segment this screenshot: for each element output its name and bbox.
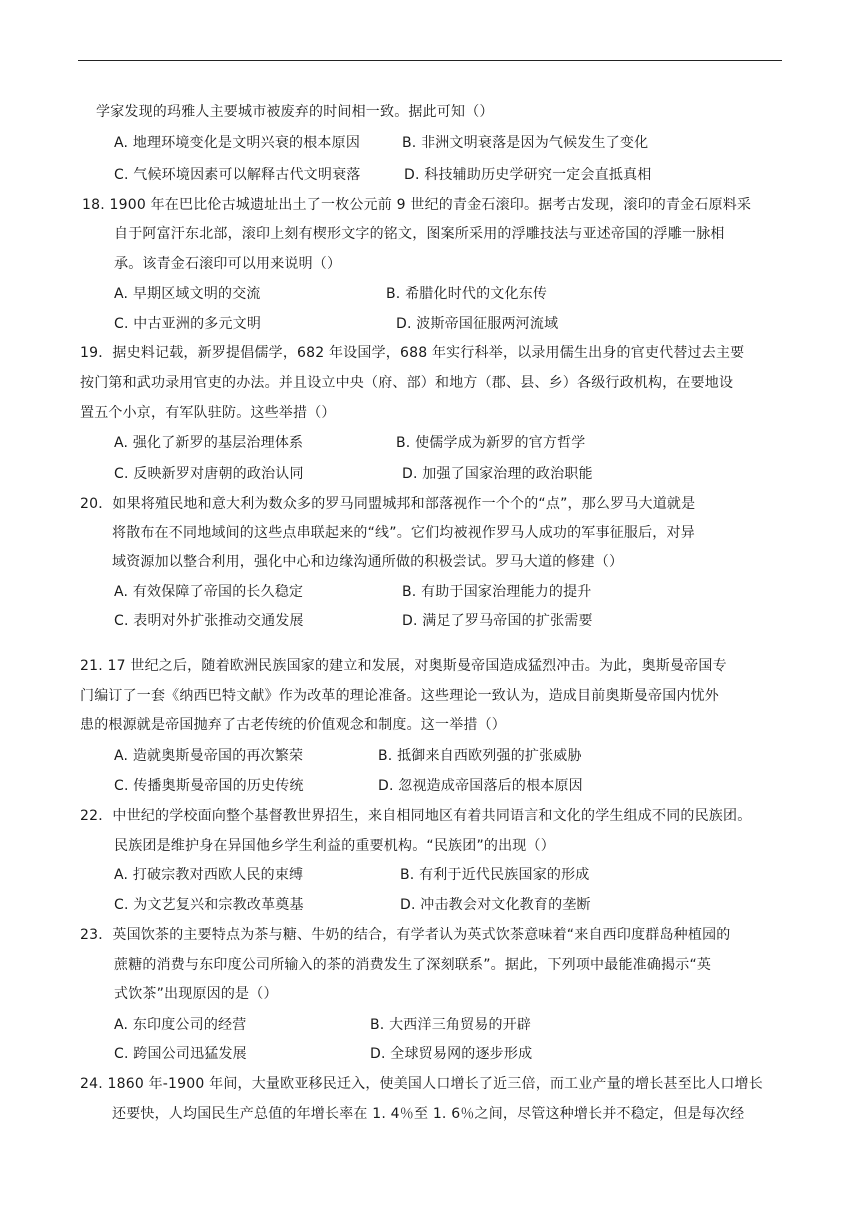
question-17-option-c: C. 气候环境因素可以解释古代文明衰落 xyxy=(114,167,361,183)
question-17-option-a: A. 地理环境变化是文明兴衰的根本原因 xyxy=(114,135,361,151)
question-24-stem-line: 24. 1860 年-1900 年间，大量欧亚移民迁入，使美国人口增长了近三倍，而工业产量的增长甚至比人口增长 xyxy=(80,1076,763,1092)
question-18-stem-line: 承。该青金石滚印可以用来说明（） xyxy=(114,256,342,272)
question-19-stem-line: 19．据史料记载，新罗提倡儒学，682 年设国学，688 年实行科举，以录用儒生出身的官吏代替过去主要 xyxy=(80,345,745,361)
question-17-option-d: D. 科技辅助历史学研究一定会直抵真相 xyxy=(404,167,652,183)
question-20-stem-line: 20．如果将殖民地和意大利为数众多的罗马同盟城邦和部落视作一个个的“点”，那么罗马大道就是 xyxy=(80,496,696,512)
question-18-option-d: D. 波斯帝国征服两河流域 xyxy=(396,316,559,332)
question-21-option-b: B. 抵御来自西欧列强的扩张威胁 xyxy=(378,748,582,764)
question-17-stem-line: 学家发现的玛雅人主要城市被废弃的时间相一致。据此可知（） xyxy=(96,104,494,120)
question-19-option-a: A. 强化了新罗的基层治理体系 xyxy=(114,435,304,451)
question-21-option-c: C. 传播奥斯曼帝国的历史传统 xyxy=(114,778,304,794)
question-18-option-a: A. 早期区域文明的交流 xyxy=(114,286,261,302)
question-21-option-d: D. 忽视造成帝国落后的根本原因 xyxy=(378,778,583,794)
question-23-stem-line: 23．英国饮茶的主要特点为茶与糖、牛奶的结合，有学者认为英式饮茶意味着“来自西印度群岛种植园的 xyxy=(80,927,731,943)
question-23-option-a: A. 东印度公司的经营 xyxy=(114,1017,247,1033)
question-18-option-c: C. 中古亚洲的多元文明 xyxy=(114,316,262,332)
question-23-stem-line: 蔗糖的消费与东印度公司所输入的茶的消费发生了深刻联系”。据此，下列项中最能准确揭示“英 xyxy=(114,957,712,973)
question-23-stem-line: 式饮茶”出现原因的是（） xyxy=(114,986,278,1002)
question-24-stem-line: 还要快，人均国民生产总值的年增长率在 1. 4％至 1. 6％之间，尽管这种增长并不稳定，但是每次经 xyxy=(112,1106,745,1122)
question-18-stem-line: 自于阿富汗东北部，滚印上刻有楔形文字的铭文，图案所采用的浮雕技法与亚述帝国的浮雕一脉相 xyxy=(114,226,725,242)
question-23-option-b: B. 大西洋三角贸易的开辟 xyxy=(370,1017,532,1033)
question-19-stem-line: 按门第和武功录用官吏的办法。并且设立中央（府、部）和地方（郡、县、乡）各级行政机构，在要地设 xyxy=(80,375,734,391)
question-17-option-b: B. 非洲文明衰落是因为气候发生了变化 xyxy=(402,135,649,151)
question-23-option-d: D. 全球贸易网的逐步形成 xyxy=(370,1046,533,1062)
question-20-stem-line: 域资源加以整合利用，强化中心和边缘沟通所做的积极尝试。罗马大道的修建（） xyxy=(112,554,624,570)
question-20-option-a: A. 有效保障了帝国的长久稳定 xyxy=(114,584,304,600)
question-20-option-c: C. 表明对外扩张推动交通发展 xyxy=(114,613,304,629)
question-20-stem-line: 将散布在不同地域间的这些点串联起来的“线”。它们均被视作罗马人成功的军事征服后，对异 xyxy=(112,525,695,541)
question-19-option-b: B. 使儒学成为新罗的官方哲学 xyxy=(396,435,586,451)
header-rule xyxy=(78,60,782,61)
question-21-stem-line: 21. 17 世纪之后，随着欧洲民族国家的建立和发展，对奥斯曼帝国造成猛烈冲击。为此，奥斯曼帝国专 xyxy=(80,658,727,674)
question-21-stem-line: 患的根源就是帝国抛弃了古老传统的价值观念和制度。这一举措（） xyxy=(80,717,506,733)
question-23-option-c: C. 跨国公司迅猛发展 xyxy=(114,1046,247,1062)
question-19-option-d: D. 加强了国家治理的政治职能 xyxy=(402,466,593,482)
question-18-option-b: B. 希腊化时代的文化东传 xyxy=(386,286,548,302)
question-22-option-c: C. 为文艺复兴和宗教改革奠基 xyxy=(114,897,304,913)
question-21-stem-line: 门编订了一套《纳西巴特文献》作为改革的理论准备。这些理论一致认为，造成目前奥斯曼帝国内忧外 xyxy=(80,688,719,704)
question-22-stem-line: 民族团是维护身在异国他乡学生利益的重要机构。“民族团”的出现（） xyxy=(114,838,555,854)
question-22-option-b: B. 有利于近代民族国家的形成 xyxy=(400,867,590,883)
question-19-stem-line: 置五个小京，有军队驻防。这些举措（） xyxy=(80,405,336,421)
question-22-option-a: A. 打破宗教对西欧人民的束缚 xyxy=(114,867,304,883)
question-20-option-b: B. 有助于国家治理能力的提升 xyxy=(402,584,592,600)
question-22-option-d: D. 冲击教会对文化教育的垄断 xyxy=(400,897,591,913)
question-19-option-c: C. 反映新罗对唐朝的政治认同 xyxy=(114,466,304,482)
question-21-option-a: A. 造就奥斯曼帝国的再次繁荣 xyxy=(114,748,304,764)
question-22-stem-line: 22．中世纪的学校面向整个基督教世界招生，来自相同地区有着共同语言和文化的学生组成不同的民族团。 xyxy=(80,808,752,824)
question-18-stem-line: 18. 1900 年在巴比伦古城遗址出土了一枚公元前 9 世纪的青金石滚印。据考古发现，滚印的青金石原料采 xyxy=(82,197,752,213)
question-20-option-d: D. 满足了罗马帝国的扩张需要 xyxy=(402,613,593,629)
